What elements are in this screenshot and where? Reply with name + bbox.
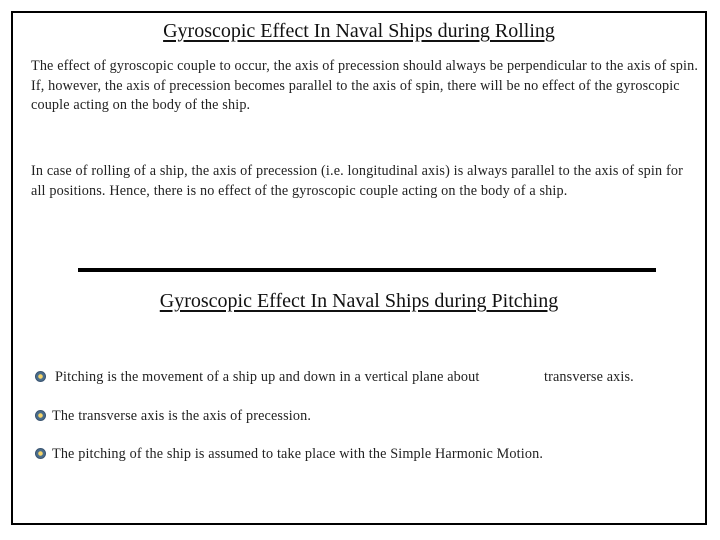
pitching-bullet-list [35, 367, 695, 483]
slide-frame [11, 11, 707, 525]
bullet-text: Pitching is the movement of a ship up and down in a vertical plane about [55, 369, 480, 385]
rolling-paragraph-2: In case of rolling of a ship, the axis of precession (i.e. longitudinal axis) is always parallel to the axis of spin for all positions. Hence, there is no effect of the gyroscopic couple acting on the body of a ship. [31, 163, 683, 199]
rolling-title: Gyroscopic Effect In Naval Ships during Rolling [163, 20, 555, 42]
pitching-title: Gyroscopic Effect In Naval Ships during Pitching [159, 290, 559, 312]
rolling-paragraph-1: The effect of gyroscopic couple to occur, the axis of precession should always be perpendicular to the axis of spin. If, however, the axis of precession becomes parallel to the axis of spin, there will be no effect of the gyroscopic couple acting on the body of the ship. [31, 58, 699, 113]
bullet-text: The pitching of the ship is assumed to take place with the Simple Harmonic Motion. [52, 446, 544, 462]
bullet-item [35, 444, 695, 483]
bullet-text: The transverse axis is the axis of precession. [52, 407, 312, 424]
round-bullet-icon [35, 448, 46, 459]
bullet-item [35, 367, 695, 406]
round-bullet-icon [35, 371, 46, 382]
bullet-item [35, 406, 695, 445]
round-bullet-icon [35, 410, 46, 421]
section-divider [78, 268, 656, 272]
bullet-text-tail: transverse axis. [544, 369, 634, 385]
